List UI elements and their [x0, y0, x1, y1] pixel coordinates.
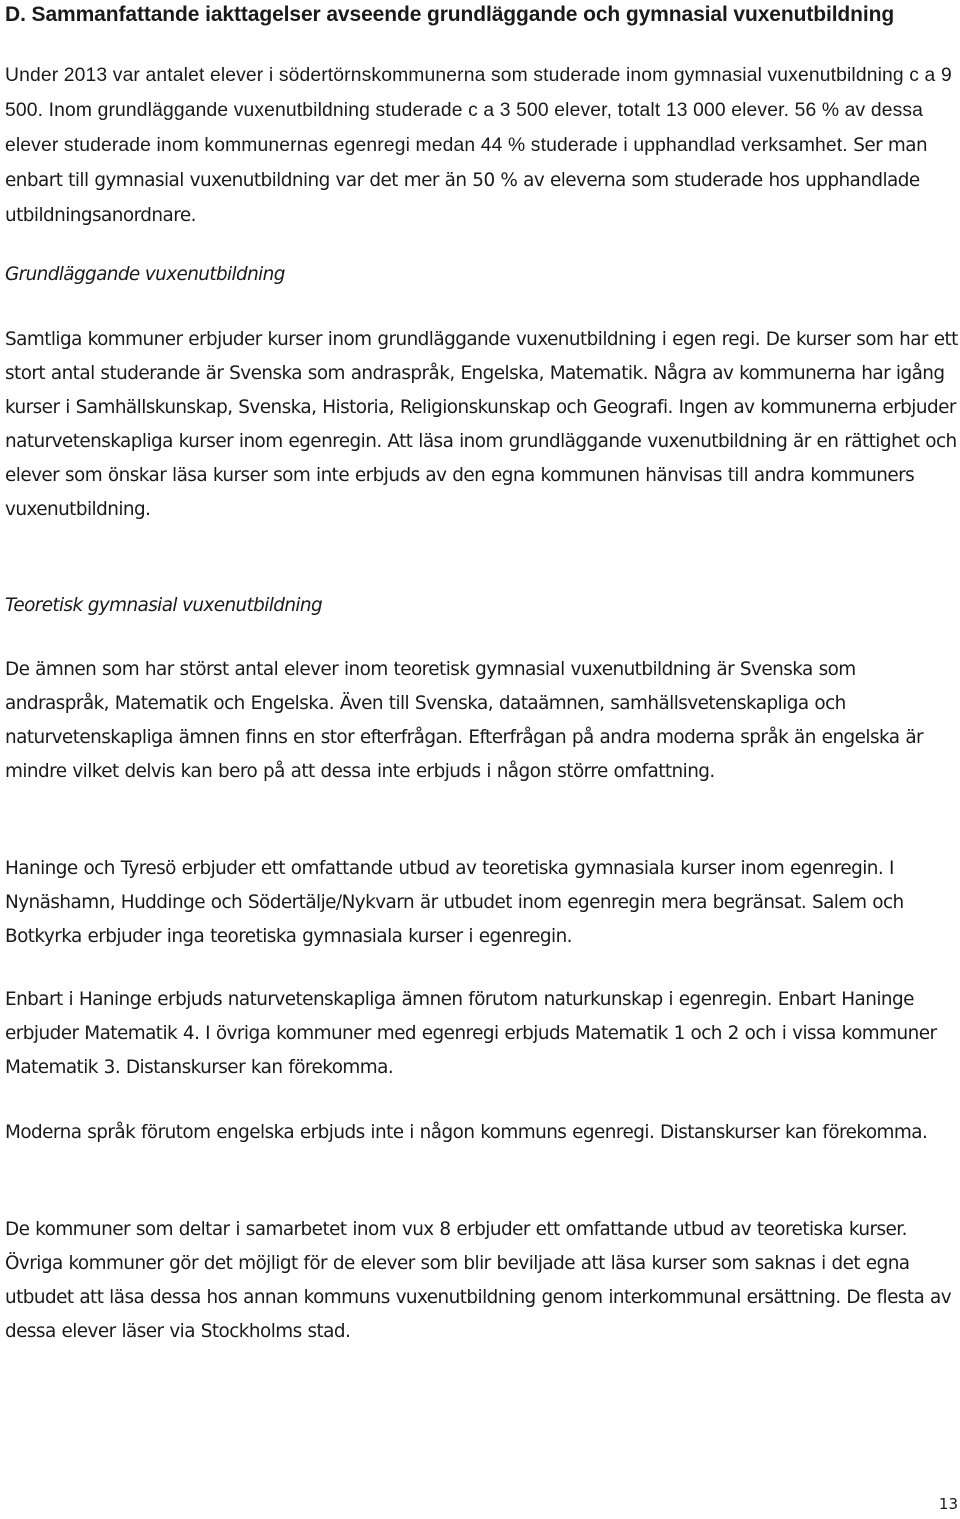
intro-text-sans: Under 2013 var antalet elever i södertörnskommunerna som studerade inom gymnasial vuxenutbildning c a 9 500. Inom grundläggande vuxenutbildning studerade c a 3 500 elever, totalt 13 000 elever. 56 % av dessa elever studerade inom kommunernas egenregi medan 44 % studerade i upphandlad verksamhet. [5, 65, 952, 156]
subheading-grundlaggande: Grundläggande vuxenutbildning [5, 264, 285, 285]
paragraph-matematik: Enbart i Haninge erbjuds naturvetenskapliga ämnen förutom naturkunskap i egenregin. Enbart Haninge erbjuder Matematik 4. I övriga kommuner med egenregi erbjuds Matematik 1 och 2 och i vissa kommuner Matematik 3. Distanskurser kan förekomma. [5, 989, 937, 1078]
page-number: 13 [938, 1495, 958, 1513]
paragraph-amnen: De ämnen som har störst antal elever inom teoretisk gymnasial vuxenutbildning är Svenska som andraspråk, Matematik och Engelska. Även till Svenska, dataämnen, samhällsvetenskapliga och naturvetenskapliga ämnen finns en stor efterfrågan. Efterfrågan på andra moderna språk än engelska är mindre vilket delvis kan bero på att dessa inte erbjuds i någon större omfattning. [5, 659, 924, 782]
paragraph-grundlaggande: Samtliga kommuner erbjuder kurser inom grundläggande vuxenutbildning i egen regi. De kurser som har ett stort antal studerande är Svenska som andraspråk, Engelska, Matematik. Några av kommunerna har igång kurser i Samhällskunskap, Svenska, Historia, Religionskunskap och Geografi. Ingen av kommunerna erbjuder naturvetenskapliga kurser inom egenregin. Att läsa inom grundläggande vuxenutbildning är en rättighet och elever som önskar läsa kurser som inte erbjuds av den egna kommunen hänvisas till andra kommuners vuxenutbildning. [5, 329, 958, 520]
paragraph-utbud: Haninge och Tyresö erbjuder ett omfattande utbud av teoretiska gymnasiala kurser inom egenregin. I Nynäshamn, Huddinge och Södertälje/Nykvarn är utbudet inom egenregin mera begränsat. Salem och Botkyrka erbjuder inga teoretiska gymnasiala kurser i egenregin. [5, 858, 904, 947]
intro-paragraph [5, 58, 958, 233]
paragraph-moderna-sprak: Moderna språk förutom engelska erbjuds inte i någon kommuns egenregi. Distanskurser kan förekomma. [5, 1122, 928, 1143]
section-heading: D. Sammanfattande iakttagelser avseende grundläggande och gymnasial vuxenutbildning [5, 3, 895, 26]
intro-text-body: Ser man enbart till gymnasial vuxenutbildning var det mer än 50 % av eleverna som studerade hos upphandlade utbildningsanordnare. [5, 135, 928, 226]
paragraph-vux8: De kommuner som deltar i samarbetet inom vux 8 erbjuder ett omfattande utbud av teoretiska kurser. Övriga kommuner gör det möjligt för de elever som blir beviljade att läsa kurser som saknas i det egna utbudet att läsa dessa hos annan kommuns vuxenutbildning genom interkommunal ersättning. De flesta av dessa elever läser via Stockholms stad. [5, 1219, 952, 1342]
subheading-teoretisk: Teoretisk gymnasial vuxenutbildning [5, 595, 323, 616]
